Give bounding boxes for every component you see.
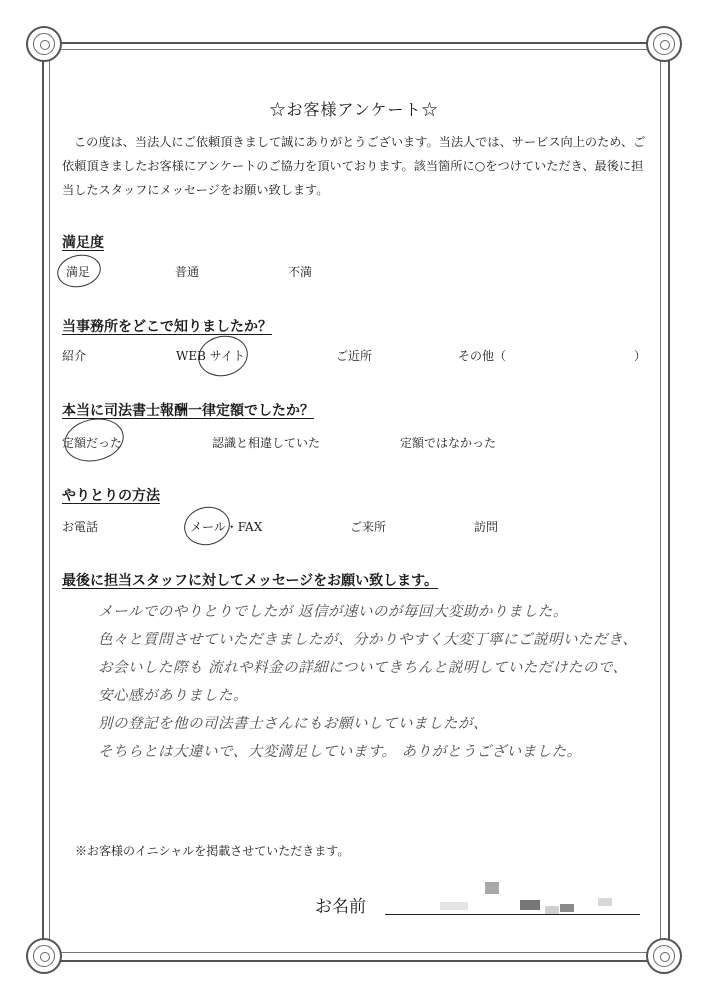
option-not-fixed[interactable]: 定額ではなかった bbox=[400, 436, 497, 450]
corner-ornament-icon bbox=[26, 26, 62, 62]
corner-ornament-icon bbox=[646, 26, 682, 62]
initials-note: ※お客様のイニシャルを掲載させていただきます。 bbox=[75, 844, 350, 858]
page-title: ☆お客様アンケート☆ bbox=[269, 100, 439, 119]
name-underline bbox=[385, 914, 640, 915]
option-other-close: ） bbox=[634, 349, 647, 363]
message-heading: 最後に担当スタッフに対してメッセージをお願い致します。 bbox=[62, 573, 439, 589]
option-website[interactable]: WEB サイト bbox=[176, 349, 245, 363]
option-home-visit[interactable]: 訪問 bbox=[474, 520, 499, 534]
handwritten-line: そちらとは大違いで、大変満足しています。 ありがとうございました。 bbox=[98, 744, 582, 760]
option-neutral[interactable]: 普通 bbox=[175, 265, 200, 279]
option-neighborhood[interactable]: ご近所 bbox=[336, 349, 373, 363]
option-satisfied[interactable]: 満足 bbox=[66, 265, 91, 279]
intro-text: この度は、当法人にご依頼頂きまして誠にありがとうございます。当法人では、サービス向上のため、ご依頼頂きましたお客様にアンケートのご協力を頂いております。該当箇所に○をつけていただき、最後に担当したスタッフにメッセージをお願い致します。 bbox=[62, 135, 646, 197]
option-phone[interactable]: お電話 bbox=[62, 520, 99, 534]
handwritten-line: 別の登記を他の司法書士さんにもお願いしていましたが、 bbox=[98, 716, 488, 732]
option-different[interactable]: 認識と相違していた bbox=[212, 436, 321, 450]
handwritten-line: お会いした際も 流れや料金の詳細についてきちんと説明していただけたので、 bbox=[98, 660, 628, 676]
option-other[interactable]: その他（ bbox=[458, 349, 507, 363]
name-label: お名前 bbox=[315, 897, 366, 917]
option-unsatisfied[interactable]: 不満 bbox=[288, 265, 313, 279]
fixed-fee-heading: 本当に司法書士報酬一律定額でしたか？ bbox=[62, 403, 314, 419]
corner-ornament-icon bbox=[646, 938, 682, 974]
source-heading: 当事務所をどこで知りましたか？ bbox=[62, 319, 272, 335]
handwritten-line: 安心感がありました。 bbox=[98, 688, 248, 704]
option-visit-office[interactable]: ご来所 bbox=[350, 520, 387, 534]
satisfaction-heading: 満足度 bbox=[62, 235, 104, 251]
option-mail-fax[interactable]: メール・FAX bbox=[190, 520, 263, 534]
option-fixed[interactable]: 定額だった bbox=[62, 436, 123, 450]
contact-method-heading: やりとりの方法 bbox=[62, 488, 160, 504]
handwritten-line: メールでのやりとりでしたが 返信が速いのが毎回大変助かりました。 bbox=[98, 604, 568, 620]
corner-ornament-icon bbox=[26, 938, 62, 974]
handwritten-line: 色々と質問させていただきましたが、分かりやすく大変丁寧にご説明いただき、 bbox=[98, 632, 638, 648]
option-referral[interactable]: 紹介 bbox=[62, 349, 87, 363]
